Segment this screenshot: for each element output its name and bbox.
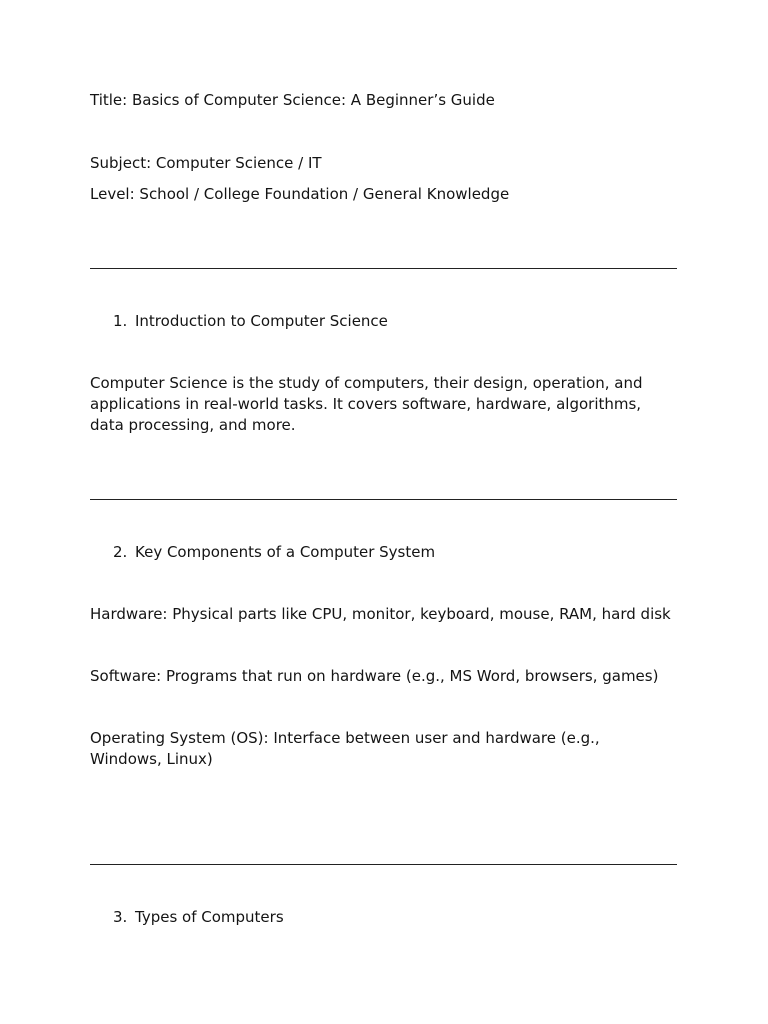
body-paragraph-hardware: Hardware: Physical parts like CPU, monitor, keyboard, mouse, RAM, hard disk [90,605,671,623]
section-heading [113,542,435,563]
section-heading [113,907,284,928]
section-heading-text: Types of Computers [135,908,284,926]
document-level: Level: School / College Foundation / General Knowledge [90,185,510,203]
section-number: 3. [113,908,128,926]
section-number: 1. [113,312,128,330]
section-heading-text: Key Components of a Computer System [135,543,436,561]
section-number: 2. [113,543,128,561]
section-divider [90,268,677,269]
document-title: Title: Basics of Computer Science: A Beginner’s Guide [90,91,495,109]
section-divider [90,499,677,500]
body-paragraph-software: Software: Programs that run on hardware (e.g., MS Word, browsers, games) [90,667,659,685]
body-paragraph-operating-system: Operating System (OS): Interface between user and hardware (e.g., Windows, Linux) [90,729,600,768]
document-subject: Subject: Computer Science / IT [90,154,322,172]
section-heading-text: Introduction to Computer Science [135,312,388,330]
body-paragraph: Computer Science is the study of computers, their design, operation, and applications in real-world tasks. It covers software, hardware, algorithms, data processing, and more. [90,374,643,434]
section-heading [113,311,388,332]
section-divider [90,864,677,865]
